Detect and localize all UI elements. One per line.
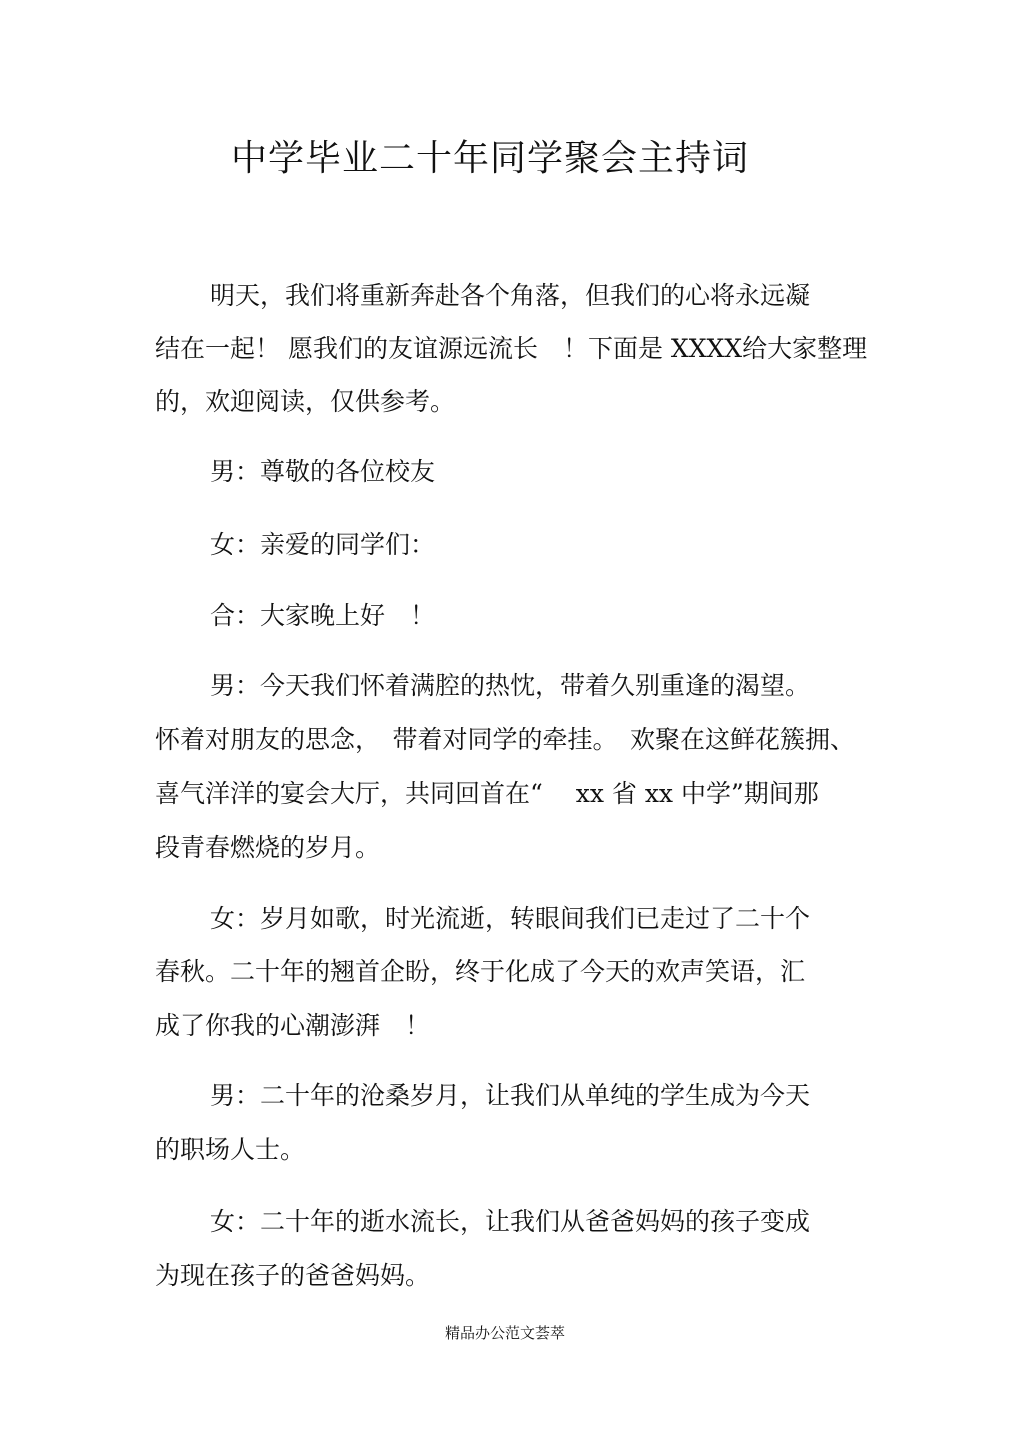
text-line: 女：亲爱的同学们： (210, 530, 436, 559)
text-line: 男：今天我们怀着满腔的热忱，带着久别重逢的渴望。 (210, 671, 811, 700)
text-line: 男：二十年的沧桑岁月，让我们从单纯的学生成为今天 (210, 1081, 811, 1110)
text-line: 女：岁月如歌，时光流逝，转眼间我们已走过了二十个 (210, 904, 811, 933)
page-footer: 精品办公范文荟萃 (444, 1324, 565, 1342)
text-line: 的，欢迎阅读，仅供参考。 (155, 387, 456, 416)
text-line: 春秋。二十年的翘首企盼，终于化成了今天的欢声笑语，汇 (155, 957, 806, 986)
text-line: 的职场人士。 (155, 1135, 306, 1164)
text-line: 明天，我们将重新奔赴各个角落，但我们的心将永远凝 (210, 281, 811, 310)
text-line: 怀着对朋友的思念， 带着对同学的牵挂。 欢聚在这鲜花簇拥、 (155, 725, 856, 754)
text-line: 段青春燃烧的岁月。 (155, 833, 381, 862)
text-line: 合：大家晚上好 ！ (210, 601, 436, 630)
document-title: 中学毕业二十年同学聚会主持词 (230, 138, 749, 179)
text-line: 成了你我的心潮澎湃 ！ (155, 1011, 431, 1040)
text-line: 结在一起！ 愿我们的友谊源远流长 ！下面是 XXXX给大家整理 (155, 334, 868, 363)
text-line: 女：二十年的逝水流长，让我们从爸爸妈妈的孩子变成 (210, 1207, 811, 1236)
text-line: 为现在孩子的爸爸妈妈。 (155, 1261, 431, 1290)
text-line: 男：尊敬的各位校友 (210, 457, 436, 486)
text-line: 喜气洋洋的宴会大厅，共同回首在“ xx 省 xx 中学”期间那 (155, 779, 819, 808)
